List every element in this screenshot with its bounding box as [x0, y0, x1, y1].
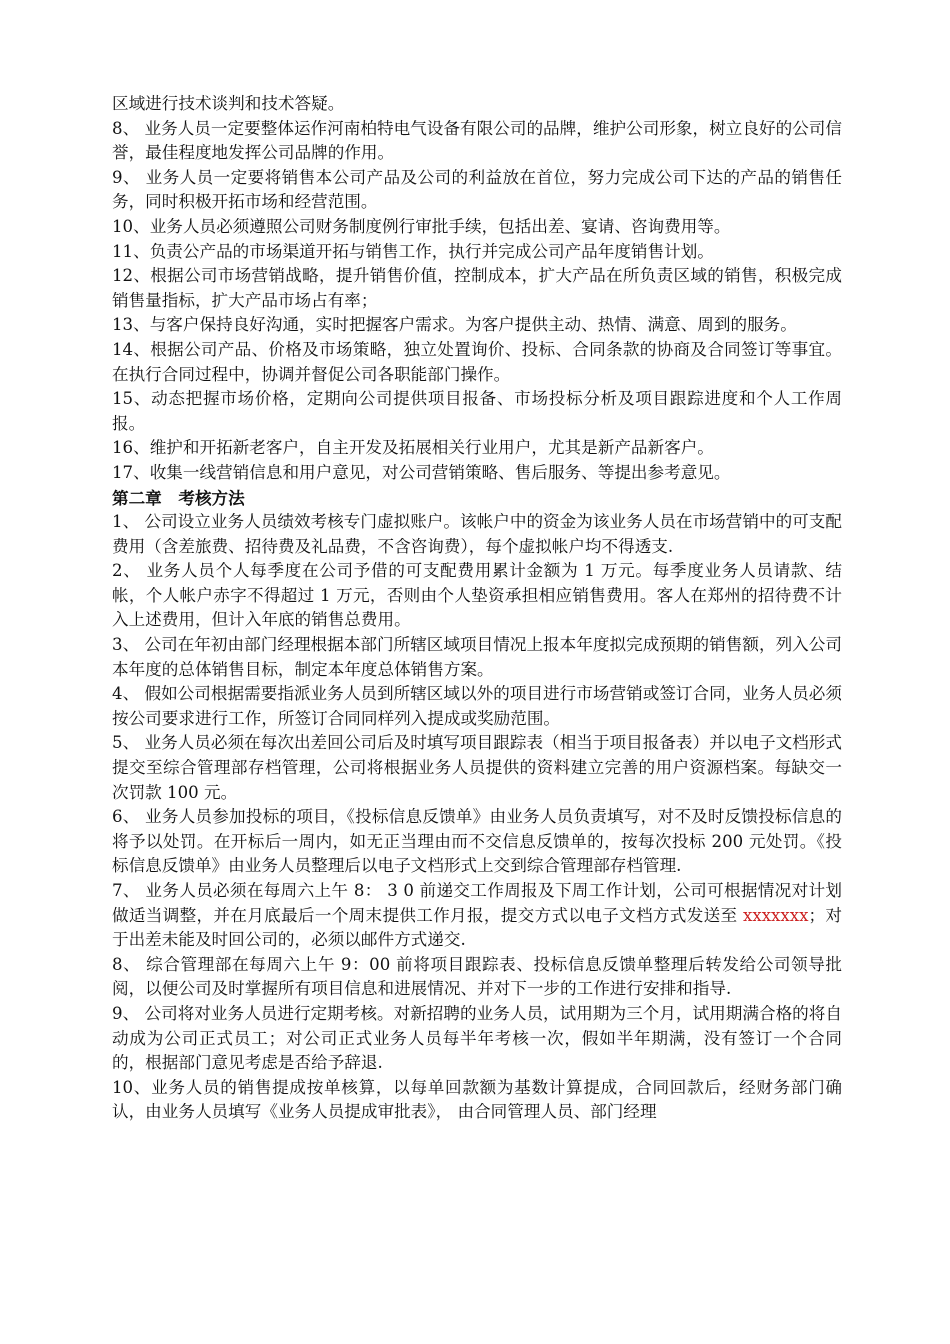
paragraph: 9、 业务人员一定要将销售本公司产品及公司的利益放在首位，努力完成公司下达的产品的销售任务，同时积极开拓市场和经营范围。 — [112, 167, 842, 212]
paragraph: 区域进行技术谈判和技术答疑。 — [112, 94, 345, 113]
paragraph: 10、业务人员必须遵照公司财务制度例行审批手续，包括出差、宴请、咨询费用等。 — [112, 216, 731, 236]
paragraph-text: ；对于出差未能及时回公司的，必须以邮件方式递交. — [112, 905, 842, 950]
document-page — [112, 92, 842, 1125]
paragraph: 8、 业务人员一定要整体运作河南柏特电气设备有限公司的品牌，维护公司形象，树立良好的公司信誉，最佳程度地发挥公司品牌的作用。 — [112, 118, 842, 163]
paragraph: 6、 业务人员参加投标的项目，《投标信息反馈单》由业务人员负责填写，对不及时反馈投标信息的将予以处罚。在开标后一周内，如无正当理由而不交信息反馈单的，按每次投标 200 元处罚。《投标信息反馈单》由业务人员整理后以电子文档形式上交到综合管理部存档管理. — [112, 807, 842, 876]
paragraph: 9、 公司将对业务人员进行定期考核。对新招聘的业务人员，试用期为三个月，试用期满合格的将自动成为公司正式员工；对公司正式业务人员每半年考核一次，假如半年期满，没有签订一个合同的，根据部门意见考虑是否给予辞退. — [112, 1003, 842, 1073]
paragraph: 14、根据公司产品、价格及市场策略，独立处置询价、投标、合同条款的协商及合同签订等事宜。在执行合同过程中，协调并督促公司各职能部门操作。 — [112, 339, 842, 384]
paragraph: 15、动态把握市场价格，定期向公司提供项目报备、市场投标分析及项目跟踪进度和个人工作周报。 — [112, 389, 842, 433]
paragraph: 2、 业务人员个人每季度在公司予借的可支配费用累计金额为 1 万元。每季度业务人员请款、结帐，个人帐户赤字不得超过 1 万元，否则由个人垫资承担相应销售费用。客人在郑州的招待费不计入上述费用，但计入年底的销售总费用。 — [112, 561, 842, 630]
paragraph: 12、根据公司市场营销战略，提升销售价值，控制成本，扩大产品在所负责区域的销售，积极完成销售量指标，扩大产品市场占有率； — [112, 266, 842, 310]
paragraph: 13、与客户保持良好沟通，实时把握客户需求。为客户提供主动、热情、满意、周到的服务。 — [112, 315, 797, 335]
paragraph-text: 7、 业务人员必须在每周六上午 8： 3 0 前递交工作周报及下周工作计划，公司可根据情况对计划做适当调整，并在月底最后一个周末提供工作月报，提交方式以电子文档方式发送至 — [112, 881, 842, 925]
paragraph: 4、 假如公司根据需要指派业务人员到所辖区域以外的项目进行市场营销或签订合同，业务人员必须按公司要求进行工作，所签订合同同样列入提成或奖励范围。 — [112, 684, 842, 728]
paragraph: 11、负责公产品的市场渠道开拓与销售工作，执行并完成公司产品年度销售计划。 — [112, 241, 714, 261]
paragraph: 5、 业务人员必须在每次出差回公司后及时填写项目跟踪表（相当于项目报备表）并以电子文档形式提交至综合管理部存档管理，公司将根据业务人员提供的资料建立完善的用户资源档案。每缺交一次罚款 100 元。 — [112, 733, 842, 802]
paragraph: 16、维护和开拓新老客户，自主开发及拓展相关行业用户，尤其是新产品新客户。 — [112, 438, 714, 458]
paragraph: 8、 综合管理部在每周六上午 9：00 前将项目跟踪表、投标信息反馈单整理后转发给公司领导批阅，以便公司及时掌握所有项目信息和进展情况、并对下一步的工作进行安排和指导. — [112, 954, 842, 999]
chapter-heading: 第二章 考核方法 — [112, 487, 245, 508]
paragraph-7 — [112, 879, 842, 953]
email-placeholder: xxxxxxx — [742, 905, 809, 925]
paragraph: 17、收集一线营销信息和用户意见，对公司营销策略、售后服务、等提出参考意见。 — [112, 462, 731, 482]
paragraph: 1、 公司设立业务人员绩效考核专门虚拟账户。该帐户中的资金为该业务人员在市场营销中的可支配费用（含差旅费、招待费及礼品费，不含咨询费），每个虚拟帐户均不得透支. — [112, 512, 842, 556]
paragraph: 10、业务人员的销售提成按单核算，以每单回款额为基数计算提成，合同回款后，经财务部门确认，由业务人员填写《业务人员提成审批表》， 由合同管理人员、部门经理 — [112, 1077, 842, 1122]
paragraph: 3、 公司在年初由部门经理根据本部门所辖区域项目情况上报本年度拟完成预期的销售额，列入公司本年度的总体销售目标，制定本年度总体销售方案。 — [112, 635, 842, 679]
